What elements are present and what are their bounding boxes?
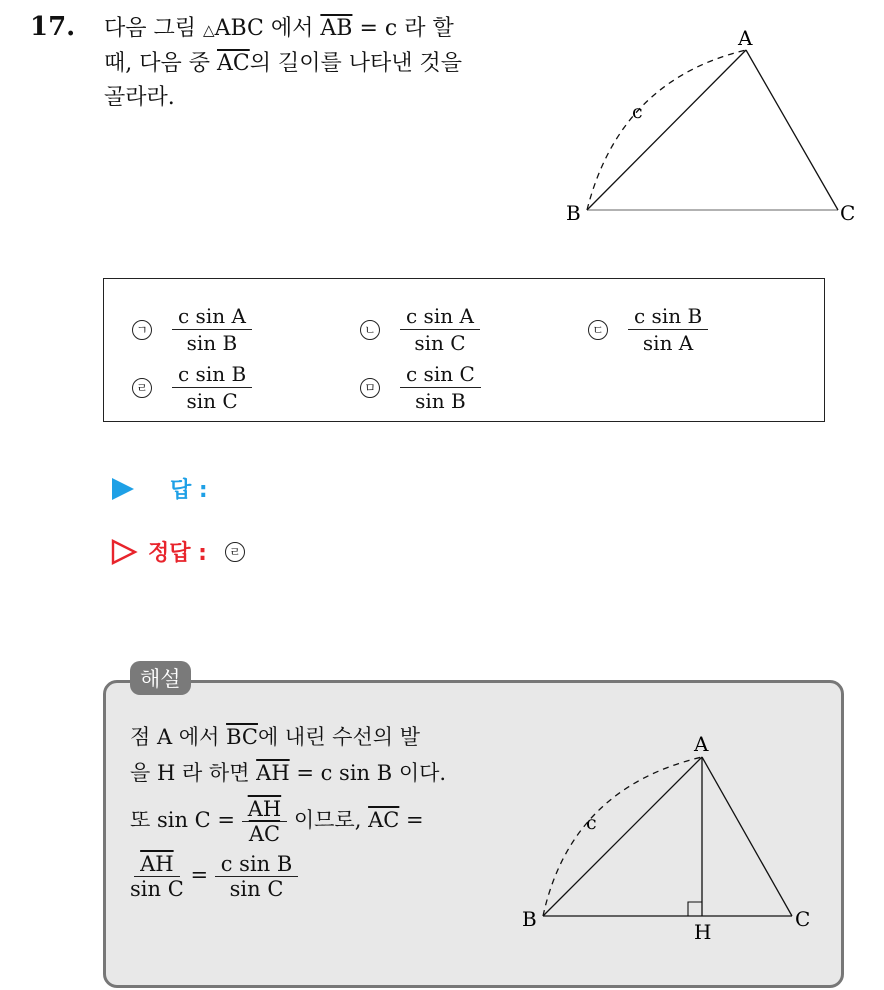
sol-foot-h-label: H xyxy=(694,920,712,944)
options-box xyxy=(103,278,825,422)
right-angle-mark xyxy=(688,902,702,916)
segment-ab: $\overline{AB}$ xyxy=(320,16,353,41)
side-ac xyxy=(746,50,838,210)
option-4[interactable] xyxy=(132,361,252,414)
play-arrow-icon xyxy=(110,476,136,502)
outline-arrow-icon xyxy=(110,538,138,566)
correct-answer-row xyxy=(110,536,245,567)
solution-triangle-figure xyxy=(516,723,826,953)
solution-l4-den1: sin C xyxy=(130,877,184,901)
sol-vertex-b-label: B xyxy=(522,907,537,931)
solution-l3-fraction xyxy=(242,797,287,846)
solution-line-3 xyxy=(130,797,446,846)
solution-l4-num1: $\overline{AH}$ xyxy=(134,852,179,877)
solution-l3-b: 이므로, xyxy=(293,808,362,832)
option-1-denominator: sin B xyxy=(186,331,238,355)
triangle-symbol: △ xyxy=(203,21,215,39)
option-3-mark: ㄷ xyxy=(588,320,608,340)
option-4-fraction xyxy=(172,361,252,414)
sol-side-c-label: c xyxy=(586,812,597,834)
side-ab xyxy=(587,50,746,210)
option-3-fraction xyxy=(628,303,708,356)
solution-l4-fraction-2 xyxy=(215,852,299,901)
option-3-denominator: sin A xyxy=(642,331,694,355)
question-line-3: 골라라. xyxy=(104,85,175,110)
question-line1-mid: 에서 xyxy=(270,16,314,41)
sol-vertex-a-label: A xyxy=(694,732,709,756)
sol-side-ab xyxy=(543,757,702,916)
solution-line-1 xyxy=(130,719,446,755)
equals-sign: = xyxy=(359,16,378,41)
solution-l3-den: AC xyxy=(248,822,281,846)
solution-line-4 xyxy=(130,852,446,901)
option-3-numerator: c sin B xyxy=(628,303,708,330)
solution-box xyxy=(103,680,844,988)
option-5[interactable] xyxy=(360,361,481,414)
option-5-fraction xyxy=(400,361,481,414)
option-5-numerator: c sin C xyxy=(400,361,481,388)
triangle-figure xyxy=(560,20,870,235)
solution-l4-eq: = xyxy=(190,863,209,887)
solution-l3-num: $\overline{AH}$ xyxy=(242,797,287,822)
answer-label: 답 : xyxy=(170,478,208,503)
question-line-1 xyxy=(104,12,544,47)
vertex-a-label: A xyxy=(738,26,753,50)
correct-answer-label: 정답 : xyxy=(148,541,207,566)
solution-tag: 해설 xyxy=(130,661,191,695)
solution-l2-a: 을 H 라 하면 xyxy=(130,761,250,785)
option-2-fraction xyxy=(400,303,480,356)
option-5-mark: ㅁ xyxy=(360,378,380,398)
solution-l1-a: 점 A 에서 xyxy=(130,725,220,749)
option-3[interactable] xyxy=(588,303,708,356)
sol-side-ac xyxy=(702,757,792,916)
question-line1-prefix: 다음 그림 xyxy=(104,16,197,41)
solution-segment-ac: $\overline{AC}$ xyxy=(368,808,400,832)
question-line-2 xyxy=(104,47,544,81)
answer-row xyxy=(110,473,208,504)
question-line2-prefix: 때, 다음 중 xyxy=(104,51,210,76)
option-1-numerator: c sin A xyxy=(172,303,252,330)
solution-l4-fraction-1 xyxy=(130,852,184,901)
question-number: 17. xyxy=(30,12,76,42)
option-4-numerator: c sin B xyxy=(172,361,252,388)
correct-answer-mark: ㄹ xyxy=(225,542,245,562)
question-line2-suffix: 의 길이를 나타낸 것을 xyxy=(249,51,462,76)
option-4-denominator: sin C xyxy=(186,389,238,413)
option-2-denominator: sin C xyxy=(414,331,466,355)
solution-l4-den2: sin C xyxy=(229,877,284,901)
option-1-mark: ㄱ xyxy=(132,320,152,340)
solution-line-2 xyxy=(130,755,446,791)
solution-text xyxy=(130,719,446,901)
option-5-denominator: sin B xyxy=(415,389,466,413)
option-2[interactable] xyxy=(360,303,480,356)
option-2-numerator: c sin A xyxy=(400,303,480,330)
question-line1-suffix: 라 할 xyxy=(404,16,454,41)
option-1-fraction xyxy=(172,303,252,356)
solution-segment-ah: $\overline{AH}$ xyxy=(256,761,290,785)
solution-l3-eq: = xyxy=(406,808,424,832)
vertex-b-label: B xyxy=(566,201,581,225)
option-2-mark: ㄴ xyxy=(360,320,380,340)
side-c-value: c xyxy=(384,16,398,41)
question-text xyxy=(104,12,544,115)
triangle-name: ABC xyxy=(214,16,264,41)
side-c-label: c xyxy=(632,101,643,123)
sol-vertex-c-label: C xyxy=(795,907,811,931)
option-1[interactable] xyxy=(132,303,252,356)
vertex-c-label: C xyxy=(840,201,856,225)
solution-l4-num2: c sin B xyxy=(215,852,299,877)
solution-l3-a: 또 sin C = xyxy=(130,808,235,832)
solution-segment-bc: $\overline{BC}$ xyxy=(226,725,258,749)
segment-ac: $\overline{AC}$ xyxy=(217,51,250,76)
solution-l1-b: 에 내린 수선의 발 xyxy=(257,725,420,749)
option-4-mark: ㄹ xyxy=(132,378,152,398)
solution-l2-b: = c sin B 이다. xyxy=(296,761,447,785)
